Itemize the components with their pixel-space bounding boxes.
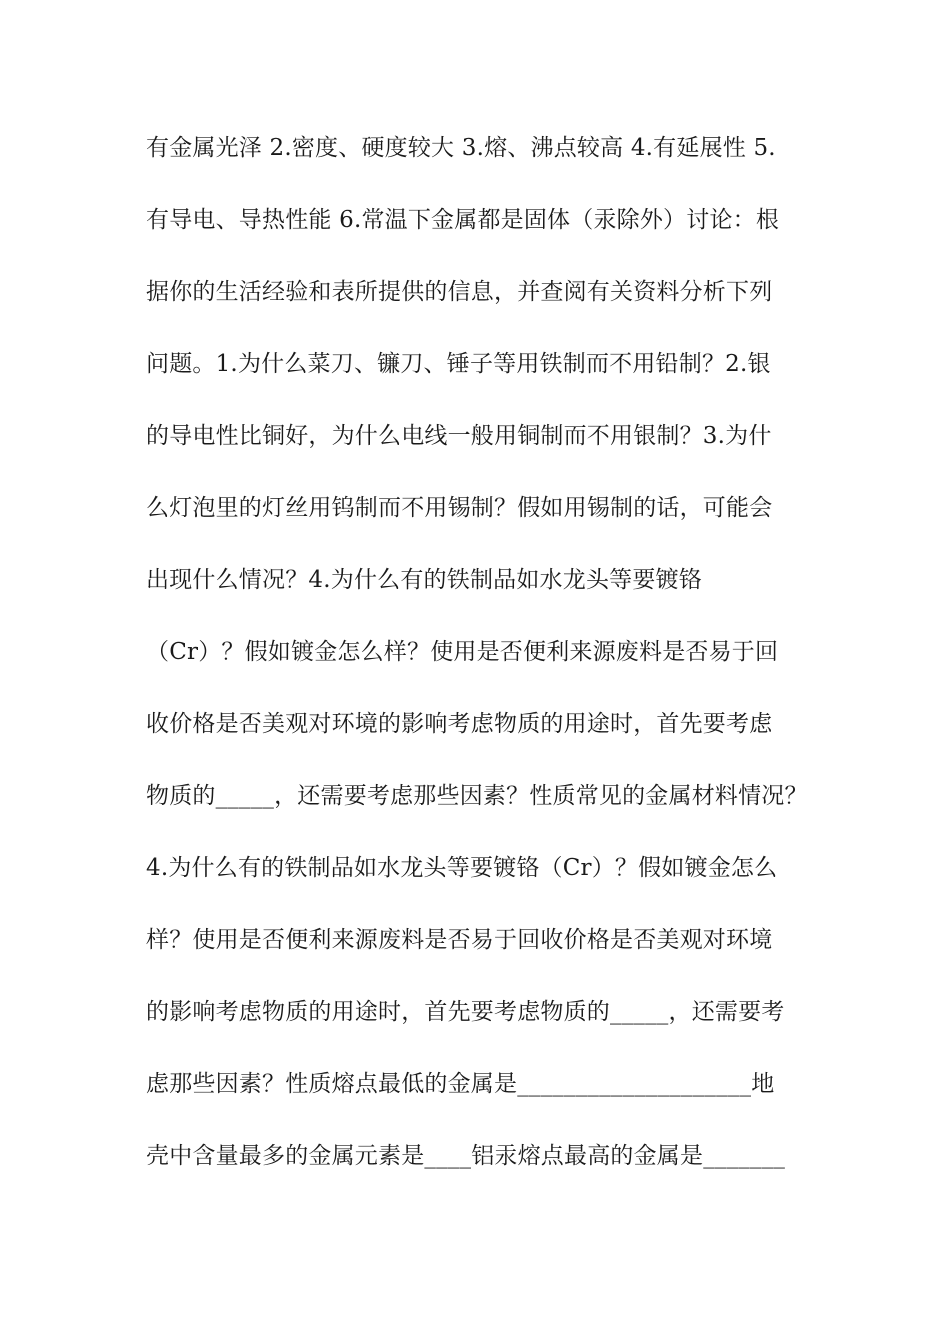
body-text — [146, 128, 826, 1208]
text-line-14: 虑那些因素？性质熔点最低的金属是____________________地 — [146, 1071, 775, 1097]
text-line-10: 物质的_____，还需要考虑那些因素？性质常见的金属材料情况？ — [146, 783, 808, 809]
text-line-9: 收价格是否美观对环境的影响考虑物质的用途时，首先要考虑 — [146, 711, 773, 737]
text-line-11: 4.为什么有的铁制品如水龙头等要镀铬（Cr）？假如镀金怎么 — [146, 855, 778, 881]
text-line-6: 么灯泡里的灯丝用钨制而不用锡制？假如用锡制的话，可能会 — [146, 495, 773, 521]
text-line-2: 有导电、导热性能 6.常温下金属都是固体（汞除外）讨论：根 — [146, 207, 780, 233]
text-line-7: 出现什么情况？4.为什么有的铁制品如水龙头等要镀铬 — [146, 567, 702, 593]
text-line-8: （Cr）？假如镀金怎么样？使用是否便利来源废料是否易于回 — [146, 639, 779, 665]
text-line-3: 据你的生活经验和表所提供的信息，并查阅有关资料分析下列 — [146, 279, 773, 305]
text-line-4: 问题。1.为什么菜刀、镰刀、锤子等用铁制而不用铅制？2.银 — [146, 351, 771, 377]
text-line-5: 的导电性比铜好，为什么电线一般用铜制而不用银制？3.为什 — [146, 423, 772, 449]
text-line-12: 样？使用是否便利来源废料是否易于回收价格是否美观对环境 — [146, 927, 773, 953]
text-line-13: 的影响考虑物质的用途时，首先要考虑物质的_____，还需要考 — [146, 999, 785, 1025]
text-line-1: 有金属光泽 2.密度、硬度较大 3.熔、沸点较高 4.有延展性 5. — [146, 135, 776, 161]
text-line-15: 壳中含量最多的金属元素是____铝汞熔点最高的金属是_______ — [146, 1143, 786, 1169]
